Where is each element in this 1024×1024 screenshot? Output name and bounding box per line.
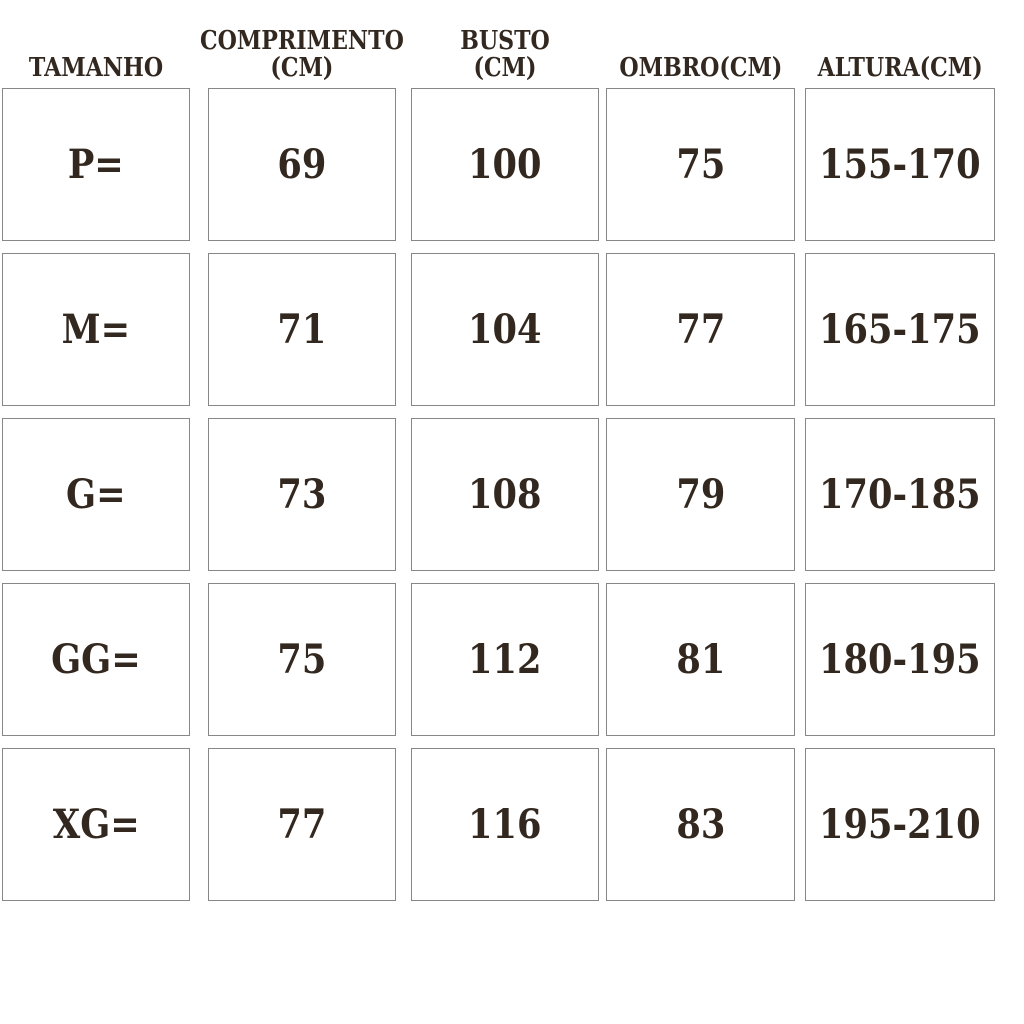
- cell-value: 73: [277, 471, 327, 518]
- column-header-label: ALTURA(CM): [817, 53, 983, 83]
- cell-value: 155-170: [819, 141, 981, 188]
- column-header-cell: [200, 0, 404, 88]
- table-cell: [606, 88, 795, 241]
- table-cell: [606, 748, 795, 901]
- column-header-cell: [606, 0, 795, 88]
- cell-value: 71: [277, 306, 327, 353]
- table-cell: [2, 748, 190, 901]
- table-cell: [208, 583, 396, 736]
- table-cell: [208, 88, 396, 241]
- column-altura: [805, 0, 995, 913]
- table-cell: [805, 583, 995, 736]
- column-header-label: TAMANHO: [28, 53, 164, 83]
- table-cell: [411, 583, 599, 736]
- column-header-label: COMPRIMENTO (CM): [200, 26, 404, 83]
- cell-value: 116: [468, 801, 542, 848]
- cell-value: M=: [61, 306, 131, 353]
- table-cell: [2, 88, 190, 241]
- cell-value: 108: [468, 471, 542, 518]
- table-cell: [411, 748, 599, 901]
- table-cell: [805, 418, 995, 571]
- table-cell: [208, 253, 396, 406]
- column-header-label: BUSTO (CM): [460, 26, 550, 83]
- cell-value: 195-210: [819, 801, 981, 848]
- cell-value: G=: [66, 471, 126, 518]
- table-cell: [411, 88, 599, 241]
- cell-value: P=: [68, 141, 124, 188]
- cell-value: XG=: [52, 801, 140, 848]
- column-busto: [411, 0, 599, 913]
- table-cell: [2, 583, 190, 736]
- column-comprimento: [200, 0, 404, 913]
- table-cell: [805, 88, 995, 241]
- table-cell: [606, 583, 795, 736]
- table-cell: [805, 253, 995, 406]
- cell-value: 79: [675, 471, 725, 518]
- column-header-label: OMBRO(CM): [619, 53, 782, 83]
- cell-value: 81: [675, 636, 725, 683]
- table-cell: [2, 253, 190, 406]
- column-header-cell: [805, 0, 995, 88]
- cell-value: 170-185: [819, 471, 981, 518]
- column-tamanho: [2, 0, 190, 913]
- cell-value: GG=: [51, 636, 141, 683]
- cell-value: 83: [675, 801, 725, 848]
- column-header-cell: [2, 0, 190, 88]
- cell-value: 75: [675, 141, 725, 188]
- table-cell: [411, 253, 599, 406]
- column-ombro: [606, 0, 795, 913]
- cell-value: 104: [468, 306, 542, 353]
- cell-value: 112: [468, 636, 542, 683]
- table-cell: [606, 253, 795, 406]
- table-cell: [606, 418, 795, 571]
- cell-value: 165-175: [819, 306, 981, 353]
- cell-value: 75: [277, 636, 327, 683]
- cell-value: 77: [277, 801, 327, 848]
- cell-value: 69: [277, 141, 327, 188]
- table-cell: [411, 418, 599, 571]
- cell-value: 77: [675, 306, 725, 353]
- cell-value: 180-195: [819, 636, 981, 683]
- table-cell: [2, 418, 190, 571]
- cell-value: 100: [468, 141, 542, 188]
- table-cell: [208, 418, 396, 571]
- table-cell: [208, 748, 396, 901]
- table-cell: [805, 748, 995, 901]
- column-header-cell: [411, 0, 599, 88]
